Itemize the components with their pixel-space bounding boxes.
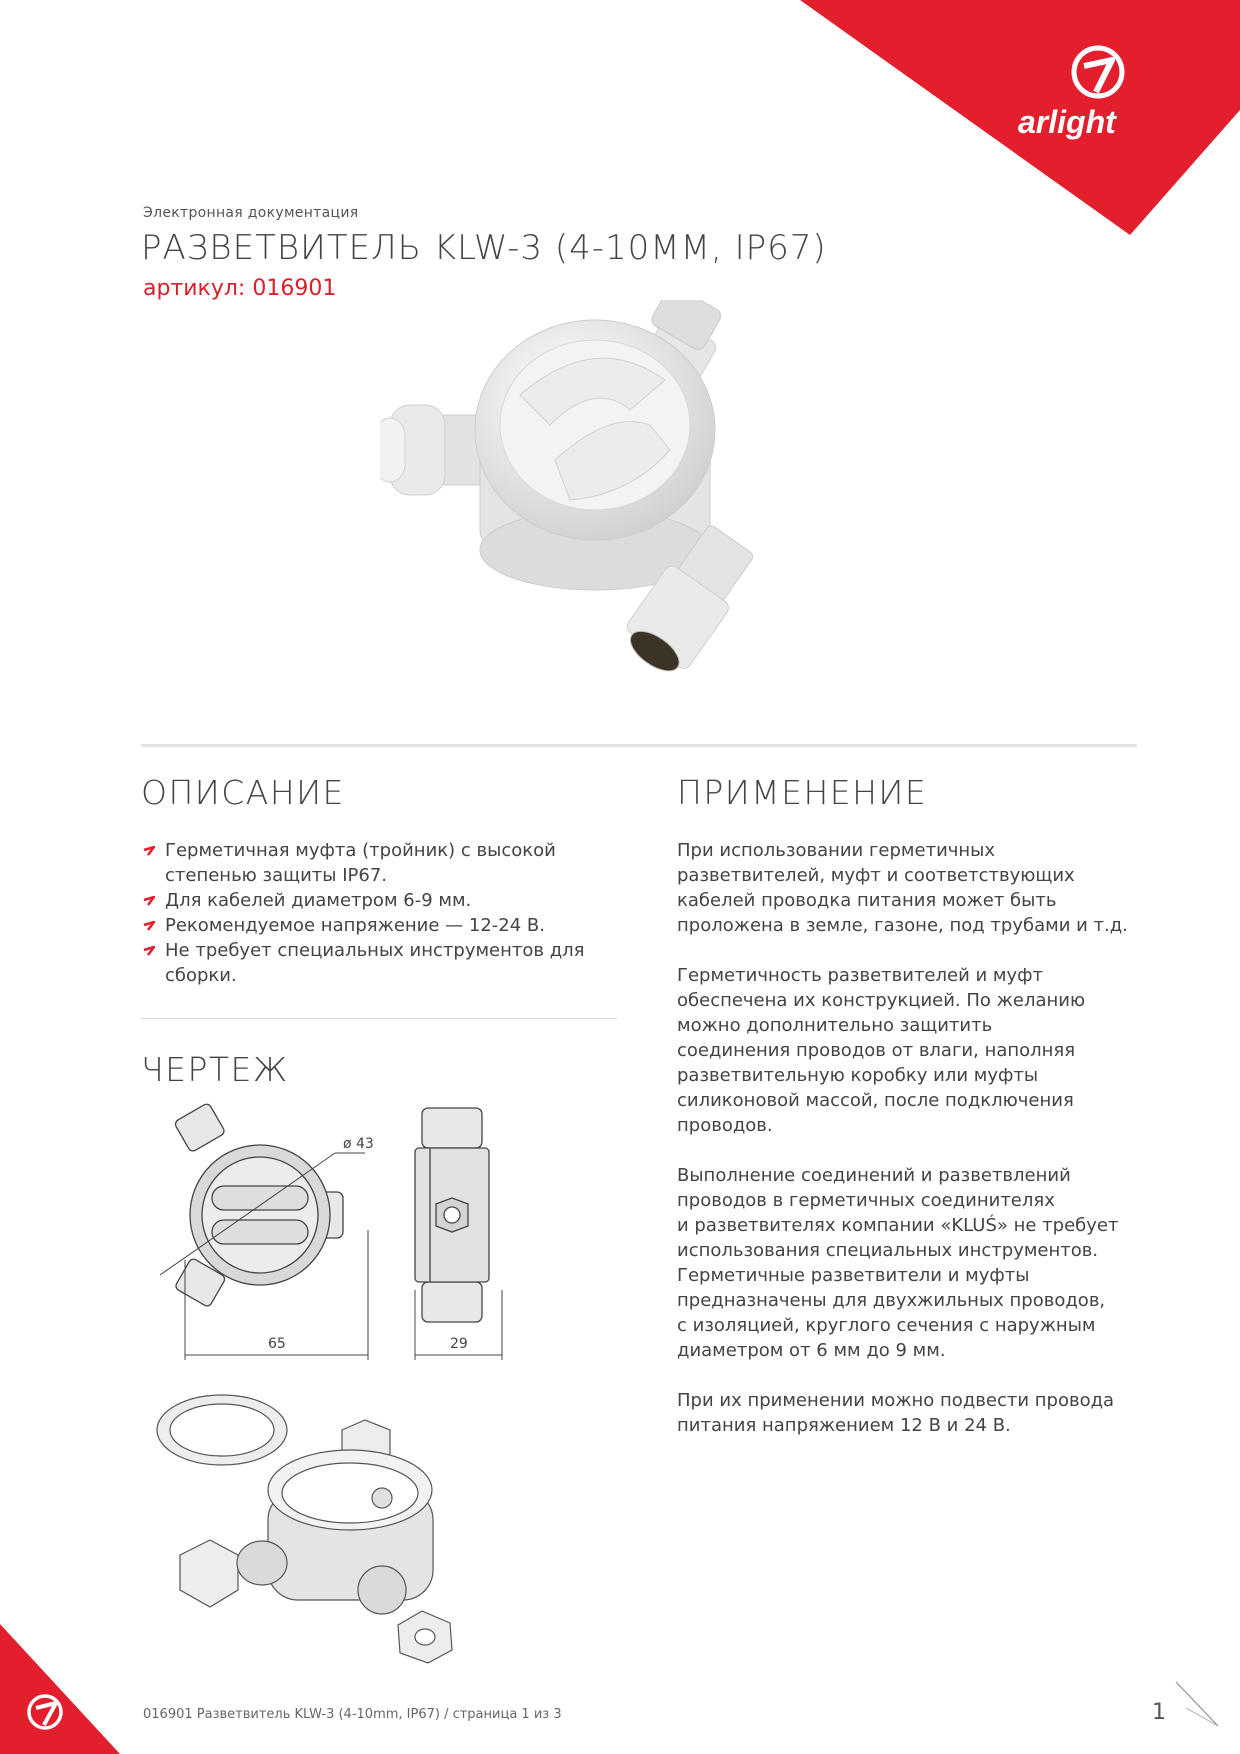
page-title: РАЗВЕТВИТЕЛЬ KLW-3 (4-10MM, IP67) xyxy=(141,228,827,268)
bullet-arrow-icon xyxy=(143,896,155,906)
drawing-heading: ЧЕРТЕЖ xyxy=(141,1050,289,1089)
application-paragraph: При использовании герметичных разветвителей, муфт и соответствующих кабелей проводка питания может быть проложена в земле, газоне, под трубами и т.д. xyxy=(677,840,1128,936)
dim-width: 65 xyxy=(268,1336,286,1352)
arlight-logo-text: arlight xyxy=(1018,104,1116,140)
dim-diameter: ø 43 xyxy=(343,1136,374,1152)
section-divider xyxy=(141,744,1137,747)
list-item xyxy=(143,913,613,938)
application-paragraph: Герметичность разветвителей и муфт обеспечена их конструкцией. По желанию можно дополнительно защитить соединения проводов от влаги, наполняя разветвительную коробку или муфты силиконовой массой, после подключения проводов. xyxy=(677,965,1086,1136)
application-paragraph: При их применении можно подвести провода питания напряжением 12 В и 24 В. xyxy=(677,1390,1115,1436)
description-list xyxy=(143,838,613,988)
list-item xyxy=(143,838,613,888)
bullet-arrow-icon xyxy=(143,946,155,956)
brand-corner-bottom-left xyxy=(0,1624,120,1754)
exploded-view xyxy=(150,1375,530,1665)
list-item xyxy=(143,938,613,988)
list-item-text: Для кабелей диаметром 6-9 мм. xyxy=(165,890,472,911)
doc-label: Электронная документация xyxy=(143,205,359,221)
bullet-arrow-icon xyxy=(143,921,155,931)
brand-corner-top-right xyxy=(0,0,1240,240)
article-number: артикул: 016901 xyxy=(143,276,337,301)
drawing-divider xyxy=(141,1018,617,1019)
list-item xyxy=(143,888,613,913)
page-number: 1 xyxy=(1152,1700,1166,1725)
description-heading: ОПИСАНИЕ xyxy=(141,773,345,812)
technical-drawing xyxy=(150,1100,530,1370)
list-item-text: Рекомендуемое напряжение — 12-24 В. xyxy=(165,915,545,936)
list-item-text: Герметичная муфта (тройник) с высокой степенью защиты IP67. xyxy=(165,840,556,886)
product-photo xyxy=(380,300,860,710)
application-heading: ПРИМЕНЕНИЕ xyxy=(677,773,928,812)
footer-text: 016901 Разветвитель KLW-3 (4-10mm, IP67) / страница 1 из 3 xyxy=(143,1707,562,1722)
bullet-arrow-icon xyxy=(143,846,155,856)
dim-depth: 29 xyxy=(450,1336,468,1352)
application-text xyxy=(677,838,1137,1463)
page-corner-mark xyxy=(1172,1680,1220,1730)
application-paragraph: Выполнение соединений и разветвлений проводов в герметичных соединителях и разветвителях компании «KLUŚ» не требует использования специальных инструментов. Герметичные разветвители и муфты предназначены для двухжильных проводов, с изоляцией, круглого сечения с наружным диаметром от 6 мм до 9 мм. xyxy=(677,1165,1119,1361)
list-item-text: Не требует специальных инструментов для сборки. xyxy=(165,940,585,986)
